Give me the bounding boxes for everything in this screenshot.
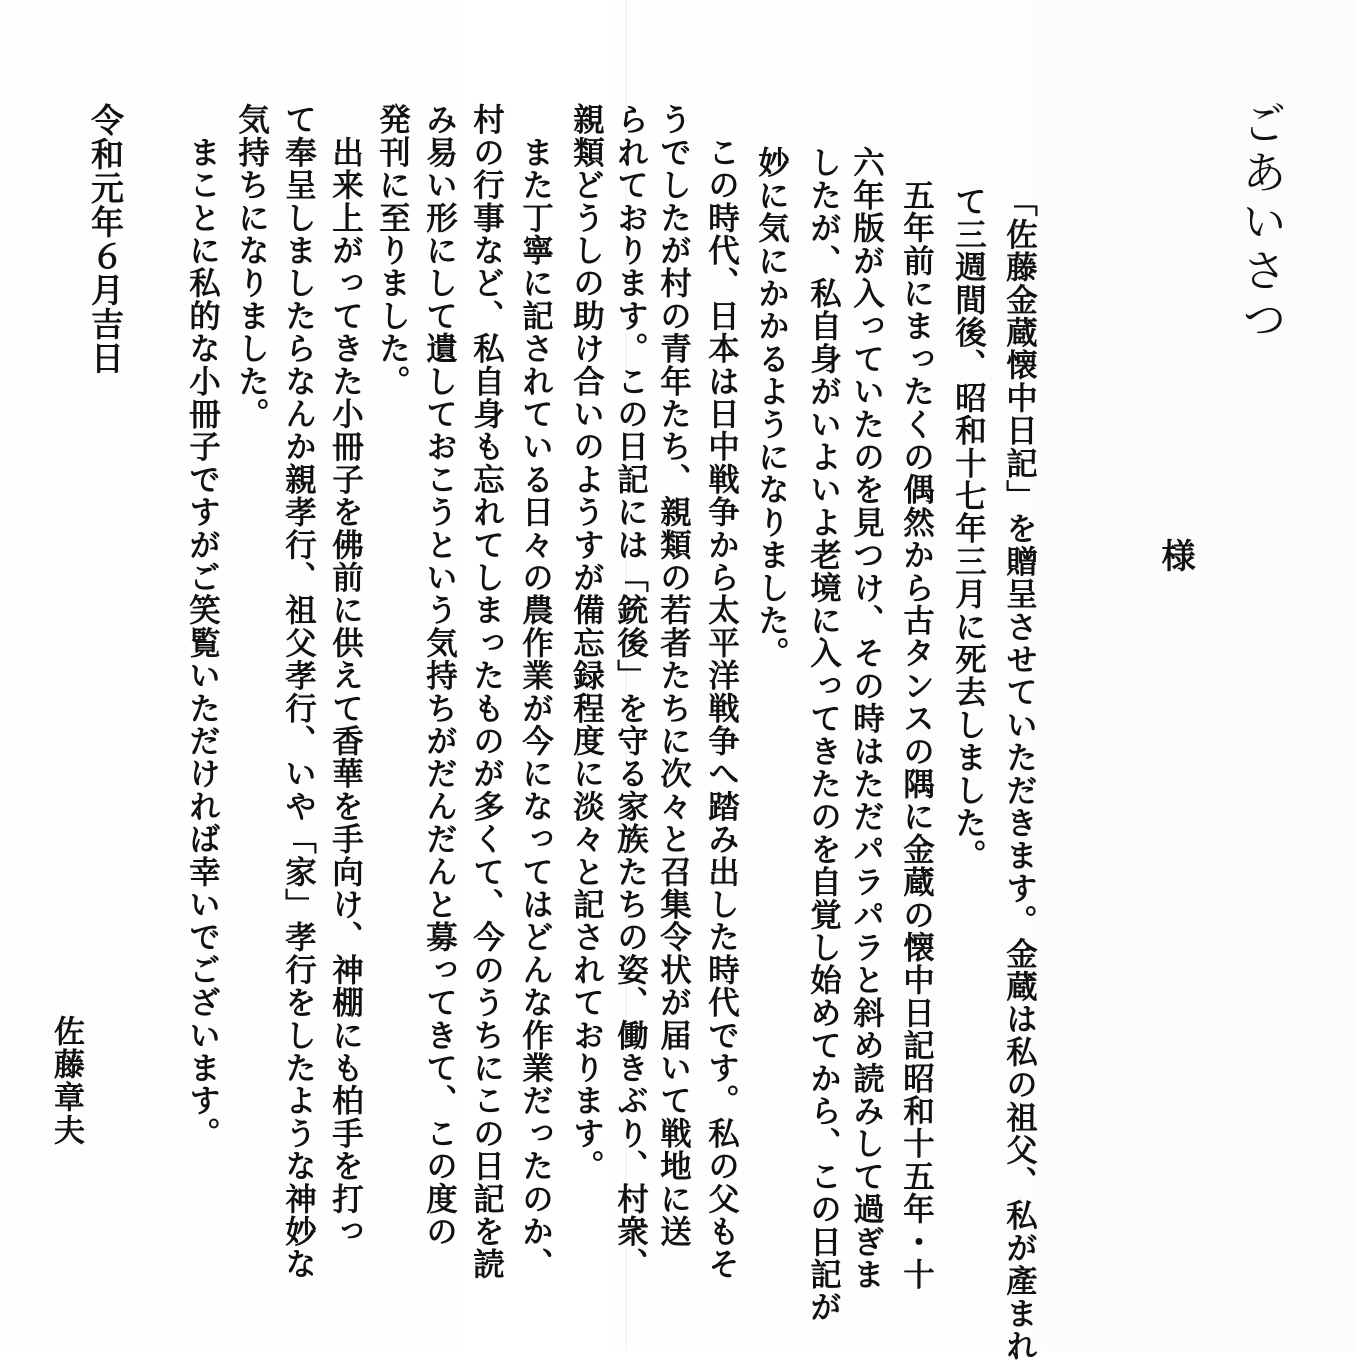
recipient-honorific: 様 bbox=[1155, 538, 1195, 572]
letter-date: 令和元年６月吉日 bbox=[86, 103, 125, 375]
body-line: て三週間後、昭和十七年三月に死去しました。 bbox=[950, 185, 988, 872]
body-line: 妙に気にかかるようになりました。 bbox=[753, 146, 791, 670]
body-line: この時代、日本は日中戦争から太平洋戦争へ踏み出した時代です。私の父もそ bbox=[703, 103, 741, 1281]
body-line: 「佐藤金蔵懐中日記」を贈呈させていただきます。金蔵は私の祖父、私が產まれ bbox=[1001, 185, 1039, 1362]
body-line: まことに私的な小冊子ですがご笑覧いただければ幸いでございます。 bbox=[184, 103, 222, 1150]
body-line: 気持ちになりました。 bbox=[233, 103, 271, 430]
body-line: て奉呈しましたらなんか親孝行、祖父孝行、いや「家」孝行をしたような神妙な bbox=[280, 103, 318, 1281]
body-line: られております。この日記には「銃後」を守る家族たちの姿、働きぶり、村衆、 bbox=[612, 103, 650, 1281]
signature: 佐藤章夫 bbox=[48, 1015, 84, 1147]
body-line: 五年前にまったくの偶然から古タンスの隅に金蔵の懐中日記昭和十五年・十 bbox=[898, 146, 936, 1291]
body-line: 発刊に至りました。 bbox=[374, 103, 412, 398]
body-line: 親類どうしの助け合いのようすが備忘録程度に淡々と記されております。 bbox=[568, 103, 606, 1183]
body-line: うでしたが村の青年たち、親類の若者たちに次々と召集令状が届いて戦地に送 bbox=[655, 103, 693, 1248]
body-line: 六年版が入っていたのを見つけ、その時はただパラパラと斜め読みして過ぎま bbox=[848, 146, 886, 1291]
body-line: み易い形にして遺しておこうという気持ちがだんだんと募ってきて、この度の bbox=[421, 103, 459, 1248]
page-title: ごあいさつ bbox=[1234, 100, 1287, 345]
body-line: したが、私自身がいよいよ老境に入ってきたのを自覚し始めてから、この日記が bbox=[805, 146, 843, 1324]
body-line: 出来上がってきた小冊子を佛前に供えて香華を手向け、神棚にも柏手を打っ bbox=[327, 103, 365, 1248]
body-line: また丁寧に記されている日々の農作業が今になってはどんな作業だったのか、 bbox=[517, 103, 555, 1281]
body-line: 村の行事など、私自身も忘れてしまったものが多くて、今のうちにこの日記を読 bbox=[468, 103, 506, 1281]
